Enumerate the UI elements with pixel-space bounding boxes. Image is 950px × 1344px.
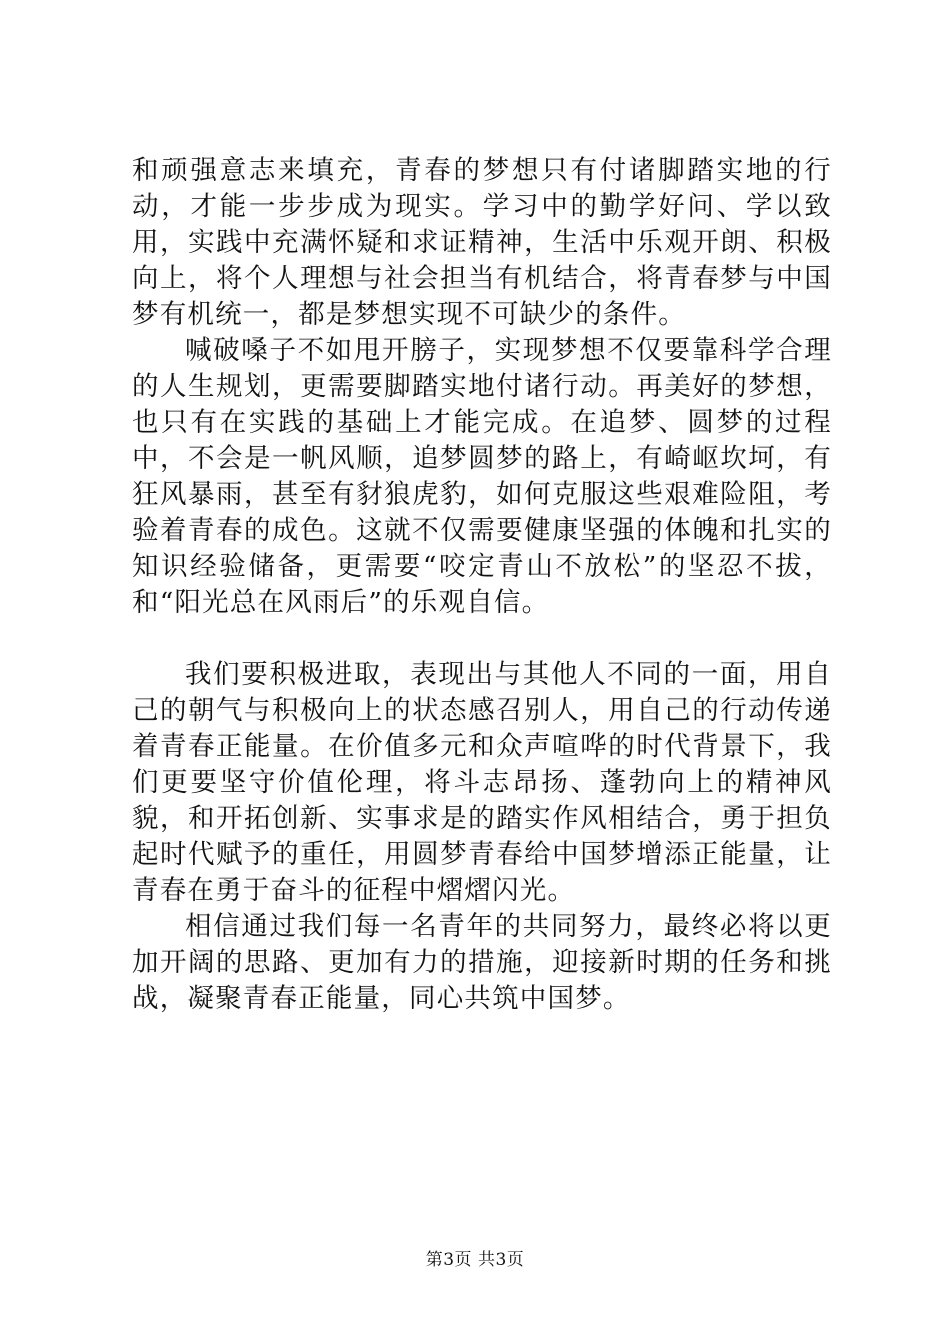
paragraph-conclusion: 相信通过我们每一名青年的共同努力，最终必将以更加开阔的思路、更加有力的措施，迎接新时期的任务和挑战，凝聚青春正能量，同心共筑中国梦。 <box>132 911 832 1014</box>
paragraph-continuation: 和顽强意志来填充，青春的梦想只有付诸脚踏实地的行动，才能一步步成为现实。学习中的勤学好问、学以致用，实践中充满怀疑和求证精神，生活中乐观开朗、积极向上，将个人理想与社会担当有机结合，将青春梦与中国梦有机统一，都是梦想实现不可缺少的条件。 <box>132 155 832 330</box>
paragraph-action: 喊破嗓子不如甩开膀子，实现梦想不仅要靠科学合理的人生规划，更需要脚踏实地付诸行动。再美好的梦想，也只有在实践的基础上才能完成。在追梦、圆梦的过程中，不会是一帆风顺，追梦圆梦的路上，有崎岖坎坷，有狂风暴雨，甚至有豺狼虎豹，如何克服这些艰难险阻，考验着青春的成色。这就不仅需要健康坚强的体魄和扎实的知识经验储备，更需要“咬定青山不放松”的坚忍不拔，和“阳光总在风雨后”的乐观自信。 <box>132 335 832 618</box>
paragraph-positive-energy: 我们要积极进取，表现出与其他人不同的一面，用自己的朝气与积极向上的状态感召别人，用自己的行动传递着青春正能量。在价值多元和众声喧哗的时代背景下，我们更要坚守价值伦理，将斗志昂扬、蓬勃向上的精神风貌，和开拓创新、实事求是的踏实作风相结合，勇于担负起时代赋予的重任，用圆梦青春给中国梦增添正能量，让青春在勇于奋斗的征程中熠熠闪光。 <box>132 659 832 906</box>
page-number: 第3页 共3页 <box>425 1250 525 1270</box>
body-text <box>132 153 832 1017</box>
